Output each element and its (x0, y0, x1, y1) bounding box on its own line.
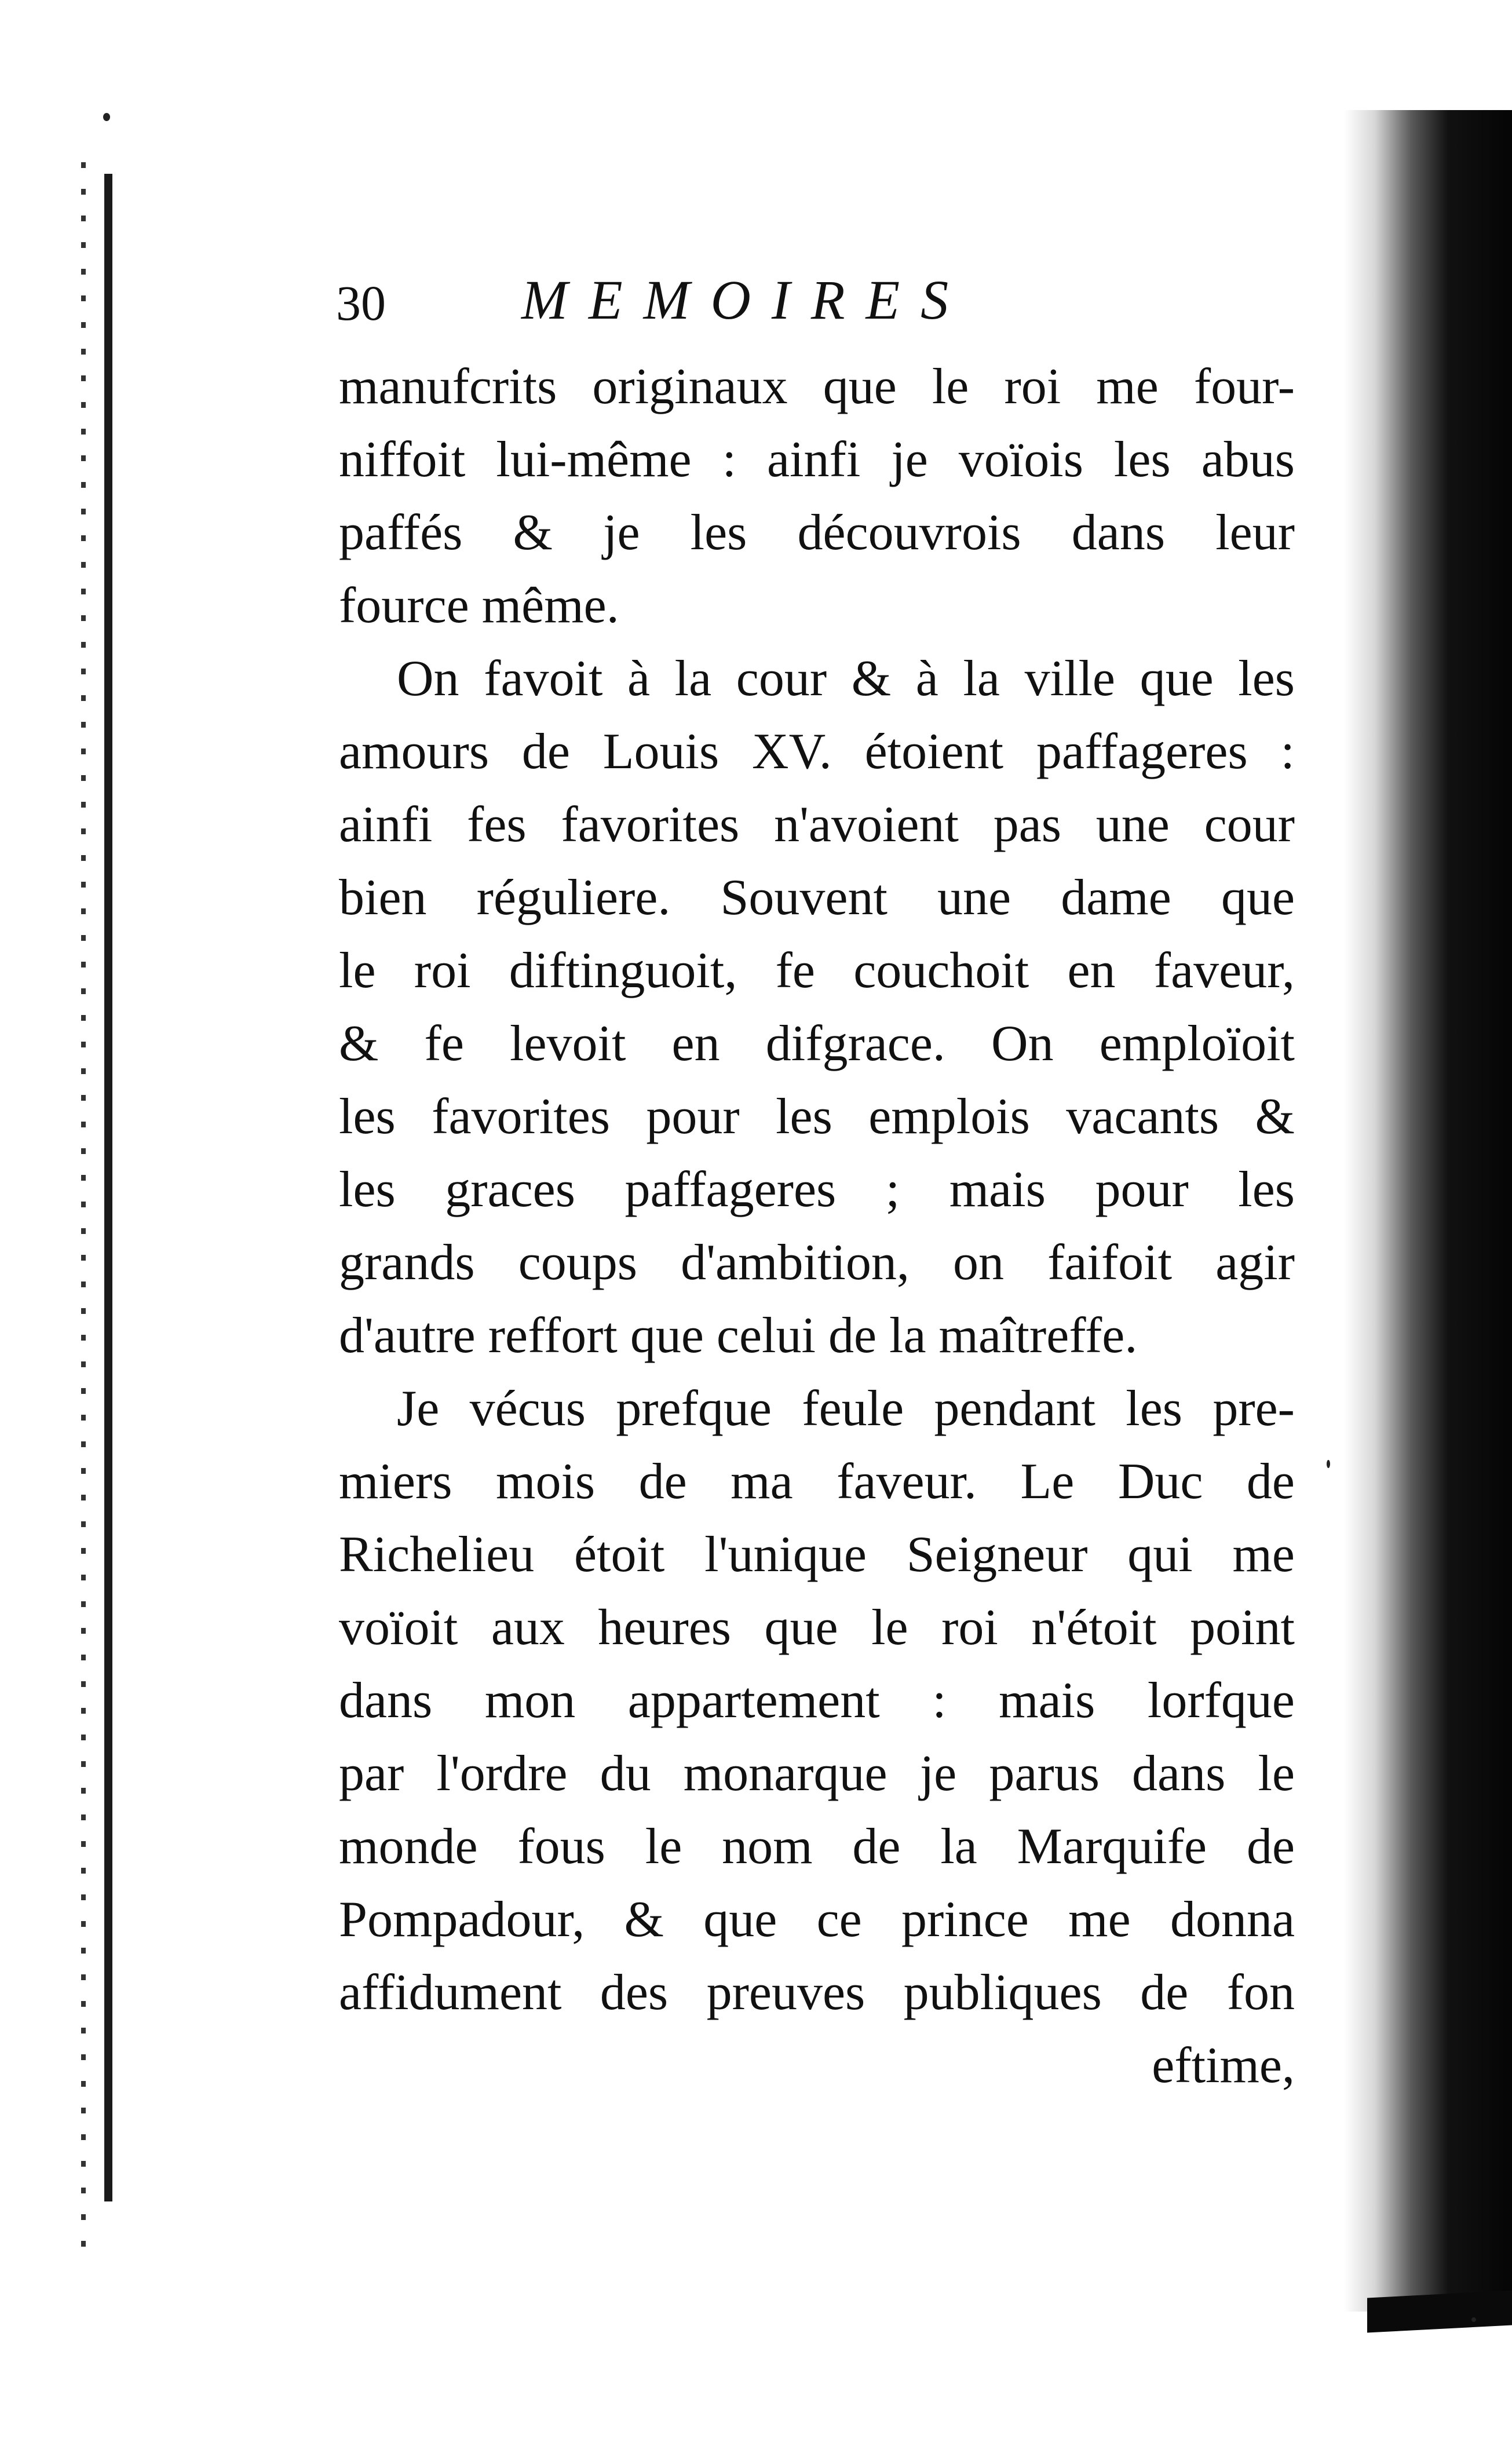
binding-shadow-edge (1367, 2290, 1512, 2332)
text-line: voïoit aux heures que le roi n'étoit point (339, 1600, 1295, 1656)
speck (1471, 2317, 1476, 2322)
text-line: par l'ordre du monarque je parus dans le (339, 1746, 1295, 1802)
text-line: Pompadour, & que ce prince me donna (339, 1892, 1295, 1948)
text-line: les graces paffageres ; mais pour les (339, 1162, 1295, 1218)
text-line: niffoit lui-même : ainfi je voïois les abus (339, 432, 1295, 488)
gutter-mark (104, 174, 112, 2201)
text-line: monde fous le nom de la Marquife de (339, 1819, 1295, 1875)
text-line: fource même. (339, 578, 619, 634)
text-line: les favorites pour les emplois vacants & (339, 1089, 1295, 1145)
catchword: eftime, (1152, 2038, 1295, 2094)
text-line: & fe levoit en difgrace. On emploïoit (339, 1016, 1295, 1072)
speck (103, 113, 110, 121)
text-line: affidument des preuves publiques de fon (339, 1965, 1295, 2021)
text-line: dans mon appartement : mais lorfque (339, 1673, 1295, 1729)
text-line: grands coups d'ambition, on faifoit agir (339, 1235, 1295, 1291)
speck (1327, 1460, 1330, 1468)
gutter-speckle (81, 162, 86, 2248)
text-line: Richelieu étoit l'unique Seigneur qui me (339, 1527, 1295, 1583)
text-line: bien réguliere. Souvent une dame que (339, 870, 1295, 926)
text-line: On favoit à la cour & à la ville que les (397, 651, 1295, 707)
text-line: le roi diftinguoit, fe couchoit en faveur, (339, 943, 1295, 999)
body-text (339, 350, 1295, 2102)
text-line: d'autre reffort que celui de la maîtreffe. (339, 1308, 1138, 1364)
text-line: paffés & je les découvrois dans leur (339, 505, 1295, 561)
text-line: amours de Louis XV. étoient paffageres : (339, 724, 1295, 780)
page-header (336, 269, 1321, 342)
running-head: MEMOIRES (521, 269, 970, 331)
text-line: manufcrits originaux que le roi me four- (339, 359, 1295, 415)
text-line: ainfi fes favorites n'avoient pas une cour (339, 797, 1295, 853)
text-line: miers mois de ma faveur. Le Duc de (339, 1454, 1295, 1510)
binding-shadow (1344, 110, 1512, 2312)
page-number: 30 (336, 275, 386, 331)
text-line: Je vécus prefque feule pendant les pre- (397, 1381, 1295, 1437)
